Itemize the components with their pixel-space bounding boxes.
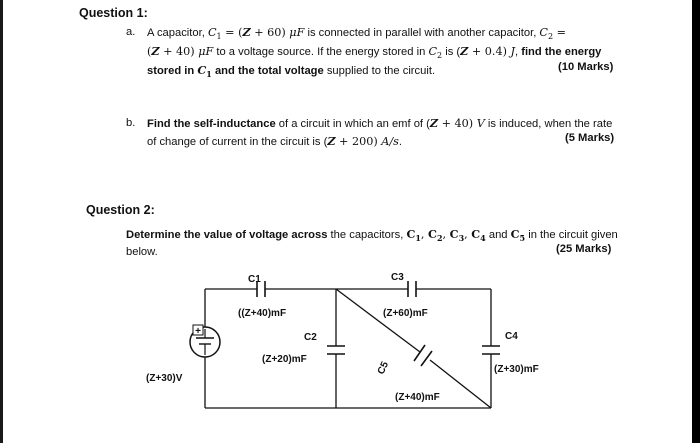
c4-name-label: C4 — [505, 331, 518, 342]
c2-value-label: (Z+20)mF — [262, 354, 307, 365]
c1-name-label: C1 — [248, 274, 261, 285]
q1a-line1: A capacitor, $C_1 = (Z + 60)$ μF is connected in parallel with another capacitor, $C_2$ = — [147, 25, 567, 42]
q1a-line3: stored in $C_1$ and the total voltage supplied to the circuit. — [147, 63, 436, 80]
q1a-line2: (Z + 40) μF to a voltage source. If the energy stored in $C_2$ is (Z + 0.4) J, find the energy — [147, 44, 602, 61]
capacitor-c3 — [408, 281, 416, 297]
question-2-title: Question 2: — [86, 203, 155, 217]
capacitor-c5 — [414, 345, 432, 366]
capacitor-c4 — [482, 346, 500, 354]
q1b-marks: (5 Marks) — [565, 132, 615, 144]
q1b-label: b. — [126, 117, 136, 129]
voltage-source-icon — [190, 325, 220, 357]
c2-name-label: C2 — [304, 332, 317, 343]
q1a-label: a. — [126, 26, 136, 38]
q2-line1: Determine the value of voltage across the capacitors, $C_1$, $C_2$, $C_3$, $C_4$ and $C_5$ in the circuit given — [126, 227, 618, 244]
q1a-marks: (10 Marks) — [558, 61, 614, 73]
q1b-line1: Find the self-inductance of a circuit in which an emf of (Z + 40) V is induced, when the rate — [147, 116, 613, 130]
wire-diag-a — [336, 289, 420, 352]
c4-value-label: (Z+30)mF — [494, 364, 539, 375]
q2-line2: below. — [126, 246, 158, 258]
capacitor-c2 — [327, 346, 345, 354]
question-1-title: Question 1: — [79, 6, 148, 20]
q2-marks: (25 Marks) — [556, 243, 612, 255]
q1b-line2: of change of current in the circuit is (Z + 200) A/s. — [147, 134, 402, 148]
source-value-label: (Z+30)V — [146, 373, 183, 384]
source-plus-label: + — [195, 326, 201, 337]
c1-value-label: ((Z+40)mF — [238, 308, 287, 319]
c5-name-label: C5 — [375, 360, 392, 377]
c5-value-label: (Z+40)mF — [395, 392, 440, 403]
c3-value-label: (Z+60)mF — [383, 308, 428, 319]
c3-name-label: C3 — [391, 272, 404, 283]
